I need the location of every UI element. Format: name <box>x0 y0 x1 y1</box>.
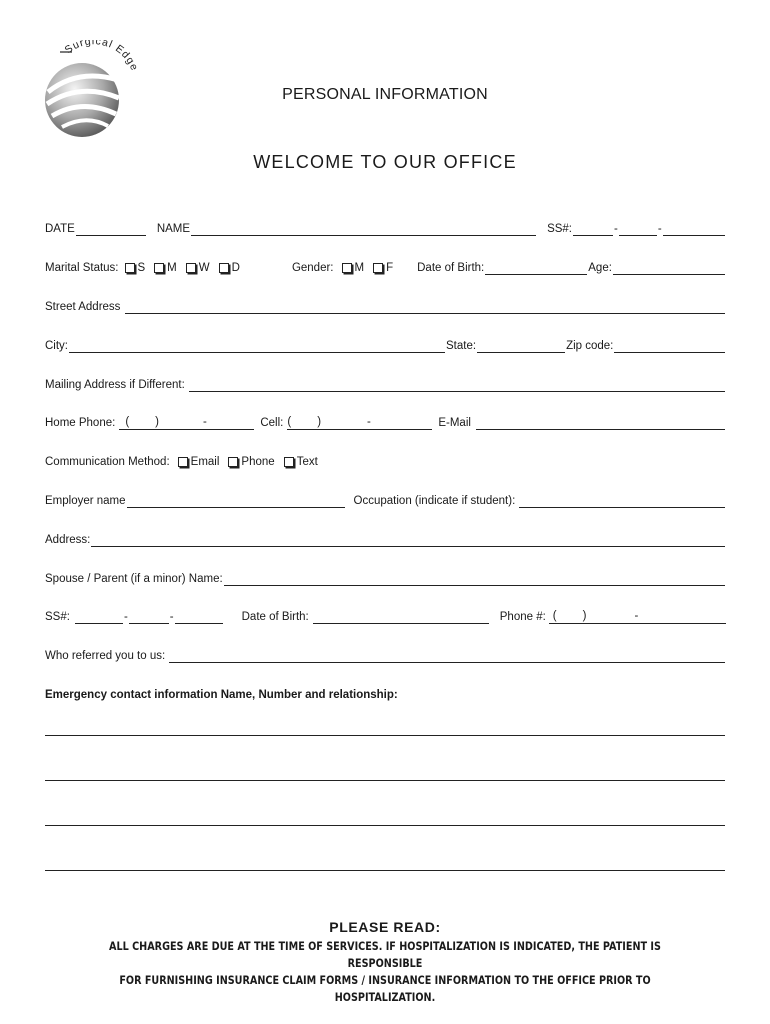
dob-label: Date of Birth: <box>417 262 485 274</box>
date-field[interactable] <box>76 224 146 236</box>
city-label: City: <box>45 340 68 352</box>
row-mailing <box>45 376 726 392</box>
home-phone-field[interactable]: ( ) - <box>119 415 254 430</box>
ss-field-3[interactable] <box>663 224 725 236</box>
street-label: Street Address <box>45 301 121 313</box>
gender-option-f[interactable]: F <box>373 261 393 275</box>
ss-dash: - <box>657 223 662 235</box>
marital-option-w[interactable]: W <box>186 261 210 275</box>
ss2-field-3[interactable] <box>175 612 223 624</box>
ss-label: SS#: <box>547 223 572 235</box>
street-field[interactable] <box>125 302 725 314</box>
row-referred <box>45 647 726 663</box>
home-phone-label: Home Phone: <box>45 417 116 429</box>
mailing-field[interactable] <box>189 380 725 392</box>
zip-field[interactable] <box>614 341 725 353</box>
row-phones <box>45 414 726 430</box>
email-field[interactable] <box>476 418 725 430</box>
row-spouse <box>45 570 726 586</box>
ss-dash: - <box>614 223 618 235</box>
welcome-heading: WELCOME TO OUR OFFICE <box>253 152 517 172</box>
ss-field-2[interactable] <box>619 224 657 236</box>
mailing-label: Mailing Address if Different: <box>45 379 185 391</box>
comm-option-email[interactable]: Email <box>178 455 220 469</box>
address-label: Address: <box>45 534 91 546</box>
row-date-name-ss <box>45 220 726 236</box>
row-emergency <box>45 686 726 702</box>
please-read-heading: PLEASE READ: <box>329 919 441 935</box>
checkbox-icon[interactable] <box>373 263 383 273</box>
ss2-label: SS#: <box>45 611 70 623</box>
comm-option-text[interactable]: Text <box>284 455 318 469</box>
occupation-label: Occupation (indicate if student): <box>353 495 516 507</box>
row-street <box>45 298 726 314</box>
row-city-state-zip <box>45 337 726 353</box>
referred-label: Who referred you to us: <box>45 650 166 662</box>
checkbox-icon[interactable] <box>154 263 164 273</box>
zip-label: Zip code: <box>566 340 614 352</box>
checkbox-icon[interactable] <box>178 457 188 467</box>
row-communication <box>45 453 726 469</box>
emergency-line-1[interactable] <box>45 735 725 736</box>
marital-option-d[interactable]: D <box>219 261 240 275</box>
date-label: DATE <box>45 223 75 235</box>
row-spouse-details <box>45 608 726 624</box>
cell-label: Cell: <box>260 417 284 429</box>
name-label: NAME <box>156 223 191 235</box>
spouse-label: Spouse / Parent (if a minor) Name: <box>45 573 223 585</box>
checkbox-icon[interactable] <box>186 263 196 273</box>
ss2-field-1[interactable] <box>75 612 123 624</box>
row-employer <box>45 492 726 508</box>
ss-field-1[interactable] <box>573 224 613 236</box>
notice-line-2: FOR FURNISHING INSURANCE CLAIM FORMS / INSURANCE INFORMATION TO THE OFFICE PRIOR TO HOSPITALIZATION. <box>119 974 651 1004</box>
state-field[interactable] <box>477 341 565 353</box>
employer-field[interactable] <box>127 496 345 508</box>
address-field[interactable] <box>91 535 725 547</box>
comm-option-phone[interactable]: Phone <box>228 455 274 469</box>
dob2-field[interactable] <box>313 612 489 624</box>
spouse-field[interactable] <box>224 574 725 586</box>
email-label: E-Mail <box>438 417 471 429</box>
page-title: PERSONAL INFORMATION <box>282 86 488 103</box>
emergency-line-3[interactable] <box>45 825 725 826</box>
row-address <box>45 531 726 547</box>
charges-notice <box>88 938 681 1006</box>
state-label: State: <box>446 340 477 352</box>
phone-field[interactable]: ( ) - <box>549 609 726 624</box>
checkbox-icon[interactable] <box>342 263 352 273</box>
city-field[interactable] <box>69 341 445 353</box>
marital-option-m[interactable]: M <box>154 261 177 275</box>
ss2-dash: - <box>169 611 174 623</box>
notice-line-1: ALL CHARGES ARE DUE AT THE TIME OF SERVICES. IF HOSPITALIZATION IS INDICATED, THE PATIENT IS RESPONSIBLE <box>109 940 661 970</box>
gender-label: Gender: <box>291 262 334 274</box>
name-field[interactable] <box>191 224 536 236</box>
comm-label: Communication Method: <box>45 456 170 468</box>
occupation-field[interactable] <box>519 496 725 508</box>
age-label: Age: <box>588 262 612 274</box>
age-field[interactable] <box>613 263 725 275</box>
dob2-label: Date of Birth: <box>241 611 309 623</box>
ss2-dash: - <box>123 611 128 623</box>
row-marital-gender <box>45 259 726 275</box>
checkbox-icon[interactable] <box>125 263 135 273</box>
marital-option-s[interactable]: S <box>125 261 146 275</box>
gender-option-m[interactable]: M <box>342 261 365 275</box>
referred-field[interactable] <box>169 651 725 663</box>
emergency-line-2[interactable] <box>45 780 725 781</box>
logo-text: Surgical Edg <box>62 40 138 68</box>
marital-label: Marital Status: <box>45 262 119 274</box>
checkbox-icon[interactable] <box>284 457 294 467</box>
dob-field[interactable] <box>485 263 587 275</box>
employer-label: Employer name <box>45 495 126 507</box>
cell-field[interactable]: ( ) - <box>287 415 432 430</box>
phone-label: Phone #: <box>499 611 546 623</box>
ss2-field-2[interactable] <box>129 612 169 624</box>
emergency-label: Emergency contact information Name, Number and relationship: <box>45 689 398 701</box>
emergency-line-4[interactable] <box>45 870 725 871</box>
checkbox-icon[interactable] <box>228 457 238 467</box>
checkbox-icon[interactable] <box>219 263 229 273</box>
